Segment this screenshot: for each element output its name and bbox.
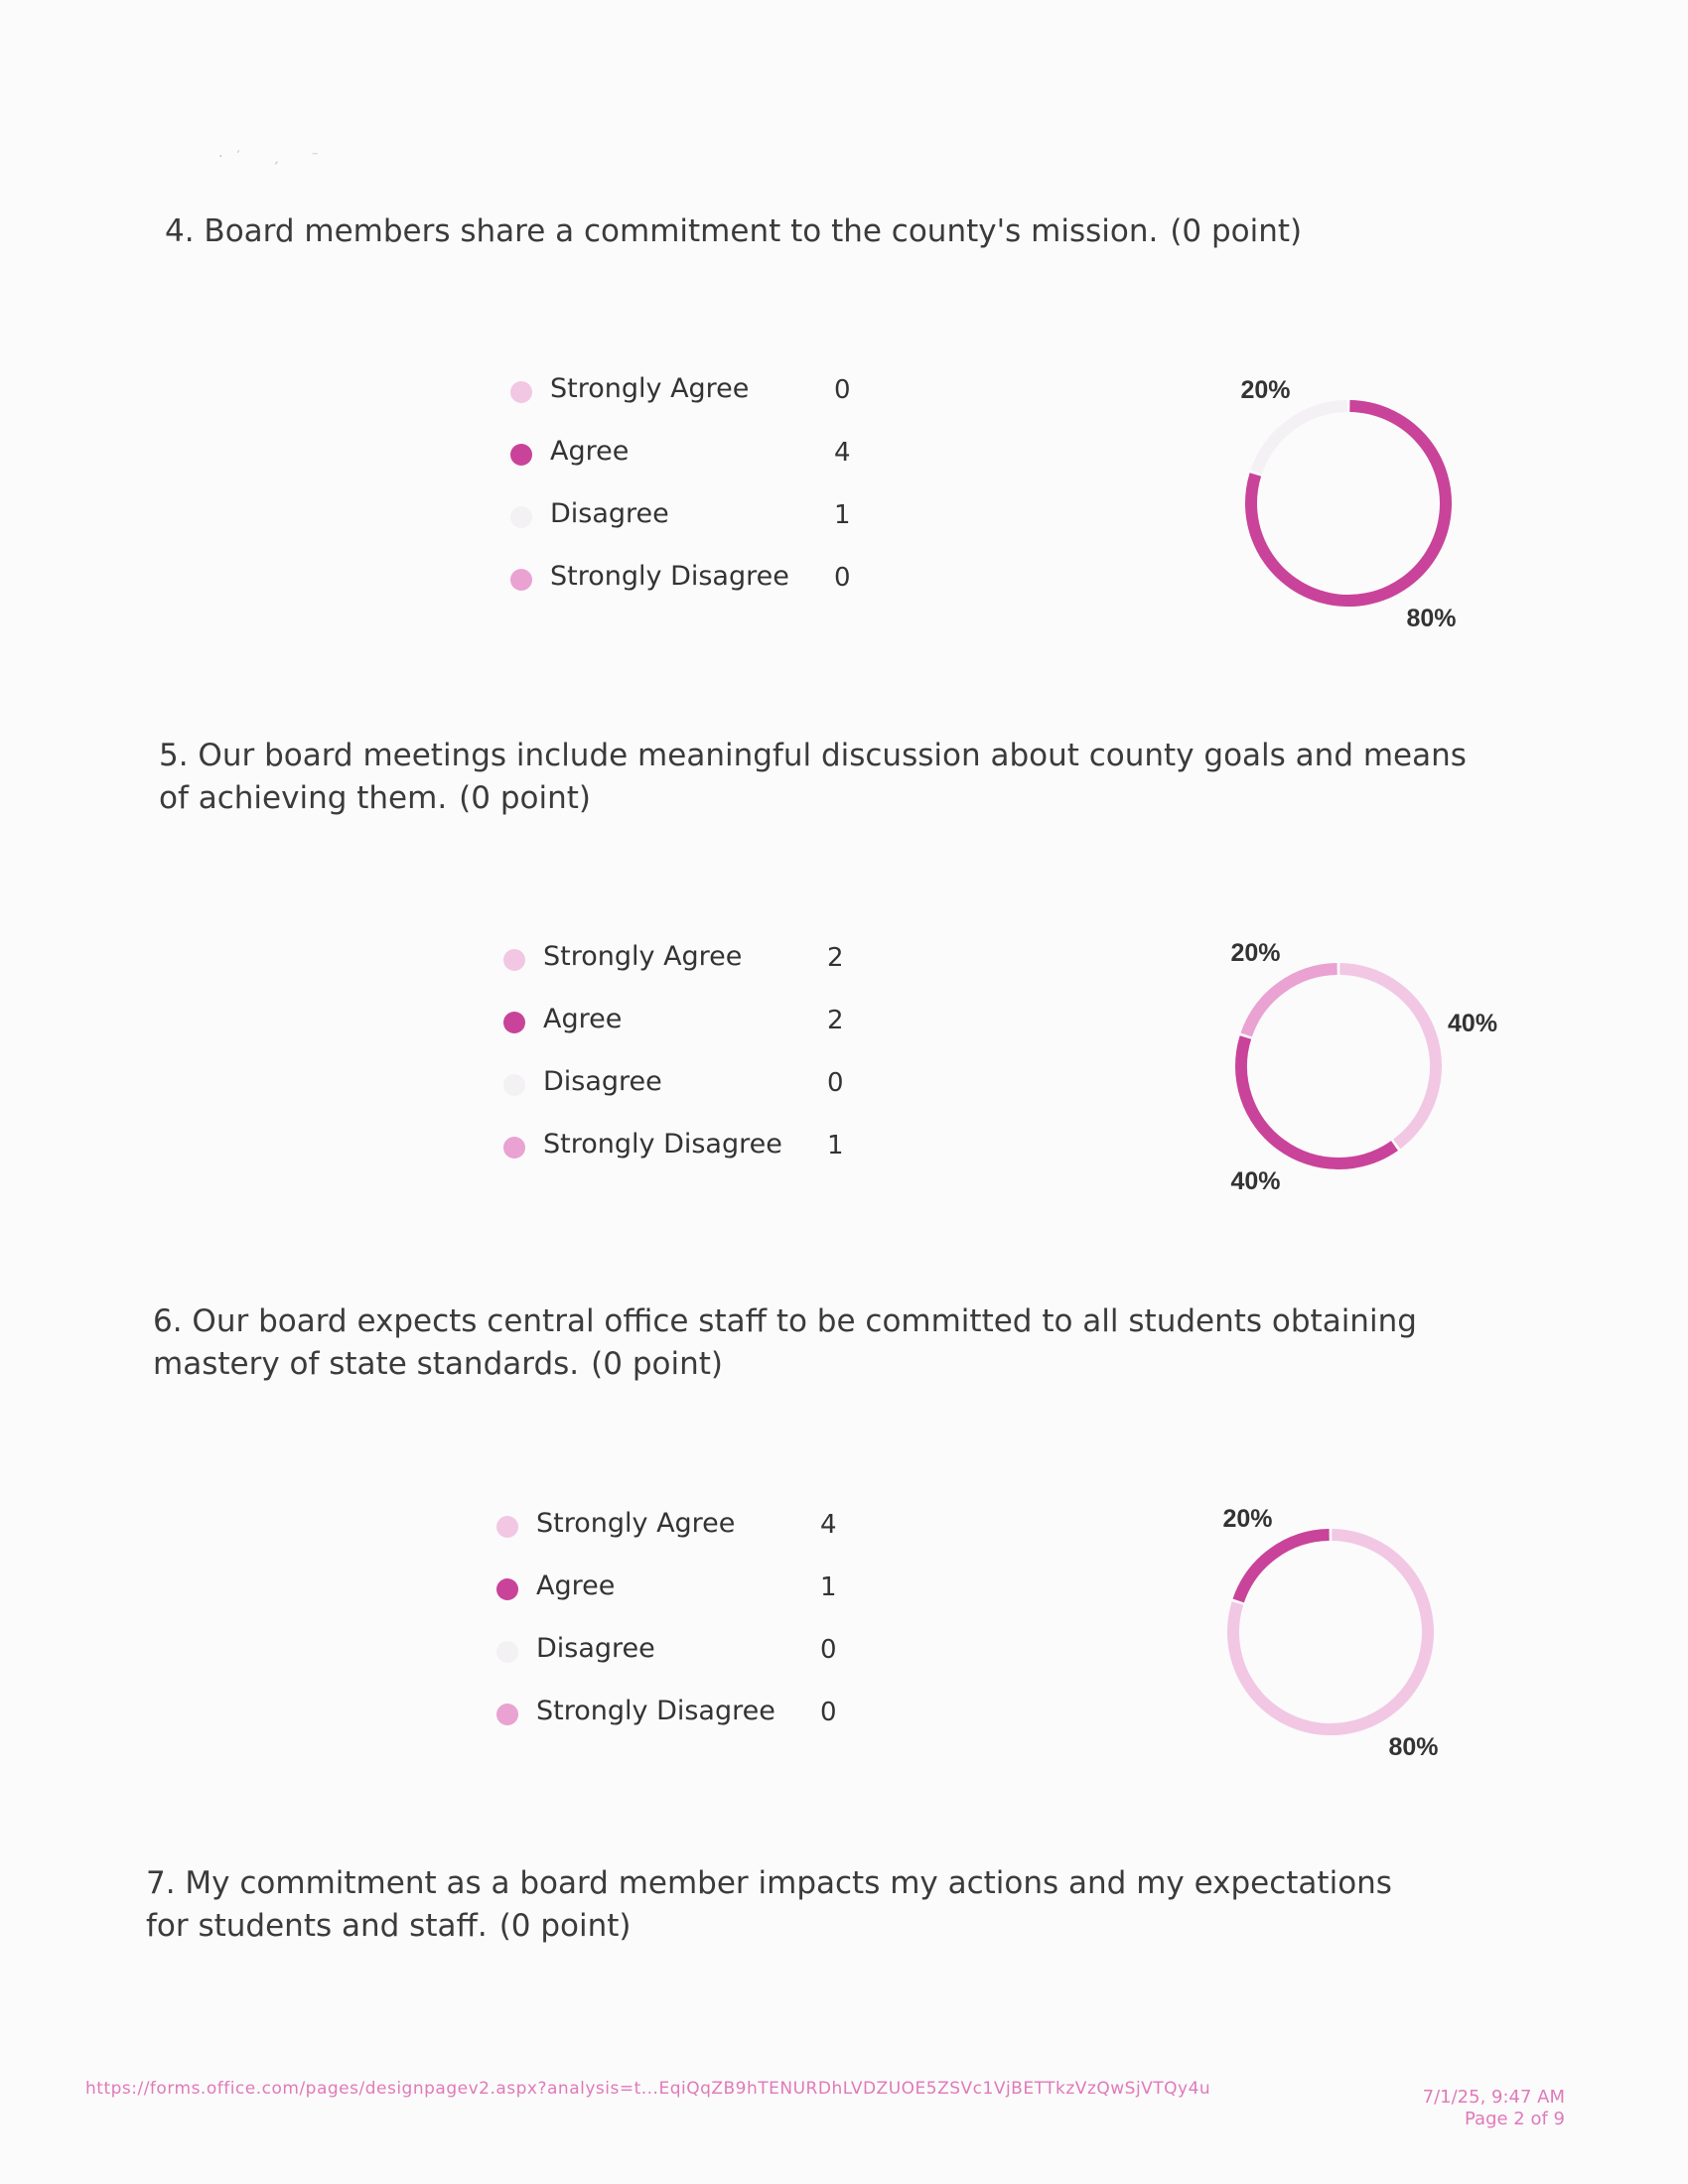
legend-label: Disagree	[536, 1633, 655, 1664]
donut-label-strongly-agree: 40%	[1448, 1010, 1498, 1038]
question-4-legend	[510, 373, 868, 623]
legend-row-strongly-disagree	[510, 561, 868, 623]
question-7-title	[146, 1862, 1417, 1948]
legend-label: Agree	[536, 1570, 616, 1601]
donut-svg	[1190, 917, 1498, 1215]
question-points: (0 point)	[459, 780, 591, 816]
legend-row-strongly-disagree	[496, 1696, 854, 1758]
legend-row-disagree	[496, 1633, 854, 1696]
legend-label: Strongly Disagree	[543, 1129, 782, 1160]
legend-label: Strongly Disagree	[550, 561, 789, 592]
question-points: (0 point)	[1170, 213, 1303, 249]
legend-dot-icon	[503, 1074, 525, 1096]
legend-count: 0	[820, 1635, 837, 1665]
footer-page-number: Page 2 of 9	[1465, 2109, 1565, 2129]
legend-count: 4	[820, 1510, 837, 1540]
legend-count: 0	[820, 1698, 837, 1727]
legend-label: Strongly Agree	[543, 941, 743, 972]
legend-count: 2	[827, 1006, 844, 1035]
legend-label: Strongly Agree	[550, 373, 750, 404]
legend-label: Strongly Disagree	[536, 1696, 775, 1726]
donut-label-agree: 40%	[1230, 1166, 1281, 1195]
footer-meta	[1408, 2087, 1565, 2130]
donut-label-agree: 20%	[1222, 1505, 1273, 1534]
donut-slice-strongly-disagree	[1246, 969, 1336, 1034]
question-4-title	[165, 210, 1456, 253]
donut-label-strongly-disagree: 20%	[1230, 939, 1281, 968]
legend-row-disagree	[503, 1066, 861, 1129]
donut-slice-agree	[1238, 1535, 1329, 1600]
legend-count: 0	[827, 1068, 844, 1098]
question-5-title	[159, 735, 1470, 820]
donut-chart-q4	[1199, 354, 1497, 652]
donut-label-agree: 80%	[1406, 604, 1457, 632]
legend-row-strongly-agree	[510, 373, 868, 436]
legend-row-agree	[496, 1570, 854, 1633]
question-text: 5. Our board meetings include meaningful discussion about county goals and means of achieving them.	[159, 738, 1467, 816]
legend-label: Strongly Agree	[536, 1508, 736, 1539]
legend-row-strongly-agree	[496, 1508, 854, 1570]
donut-slice-disagree	[1256, 406, 1346, 472]
question-text: 6. Our board expects central office staff to be committed to all students obtaining mastery of state standards.	[153, 1303, 1417, 1382]
donut-label-disagree: 20%	[1240, 376, 1291, 405]
question-6-title	[153, 1300, 1424, 1386]
legend-dot-icon	[496, 1704, 518, 1725]
question-text: 7. My commitment as a board member impacts my actions and my expectations for students and staff.	[146, 1865, 1392, 1944]
legend-label: Agree	[543, 1004, 623, 1034]
question-5-legend	[503, 941, 861, 1191]
legend-dot-icon	[496, 1516, 518, 1538]
legend-dot-icon	[510, 381, 532, 403]
legend-count: 2	[827, 943, 844, 973]
legend-count: 1	[820, 1572, 837, 1602]
donut-label-strongly-agree: 80%	[1388, 1732, 1439, 1761]
legend-count: 1	[827, 1131, 844, 1160]
scan-specks: ·′ ˏ ⁻	[218, 149, 333, 165]
legend-count: 1	[834, 500, 851, 530]
footer-url-link[interactable]: https://forms.office.com/pages/designpagev2.aspx?analysis=t...EqiQqZB9hTENURDhLVDZUOE5ZSVc1VjBETTkzVzQwSjVTQy4u	[85, 2079, 1211, 2099]
legend-count: 0	[834, 563, 851, 593]
footer-datetime: 7/1/25, 9:47 AM	[1422, 2087, 1565, 2108]
question-6-legend	[496, 1508, 854, 1758]
legend-dot-icon	[503, 1137, 525, 1159]
legend-count: 4	[834, 438, 851, 468]
legend-dot-icon	[496, 1578, 518, 1600]
legend-row-strongly-disagree	[503, 1129, 861, 1191]
donut-chart-q5	[1190, 917, 1498, 1215]
legend-dot-icon	[510, 569, 532, 591]
legend-row-agree	[503, 1004, 861, 1066]
question-points: (0 point)	[498, 1908, 632, 1944]
donut-svg	[1199, 354, 1497, 652]
legend-dot-icon	[510, 506, 532, 528]
legend-dot-icon	[496, 1641, 518, 1663]
legend-label: Agree	[550, 436, 630, 467]
legend-row-agree	[510, 436, 868, 498]
donut-slice-strongly-agree	[1339, 969, 1436, 1144]
question-points: (0 point)	[591, 1346, 723, 1382]
donut-chart-q6	[1182, 1483, 1479, 1781]
donut-slice-agree	[1241, 1037, 1394, 1163]
legend-label: Disagree	[543, 1066, 662, 1097]
donut-svg	[1182, 1483, 1479, 1781]
legend-label: Disagree	[550, 498, 669, 529]
legend-count: 0	[834, 375, 851, 405]
legend-dot-icon	[510, 444, 532, 466]
legend-row-disagree	[510, 498, 868, 561]
legend-dot-icon	[503, 1012, 525, 1033]
legend-dot-icon	[503, 949, 525, 971]
question-text: 4. Board members share a commitment to the county's mission.	[165, 213, 1159, 249]
legend-row-strongly-agree	[503, 941, 861, 1004]
